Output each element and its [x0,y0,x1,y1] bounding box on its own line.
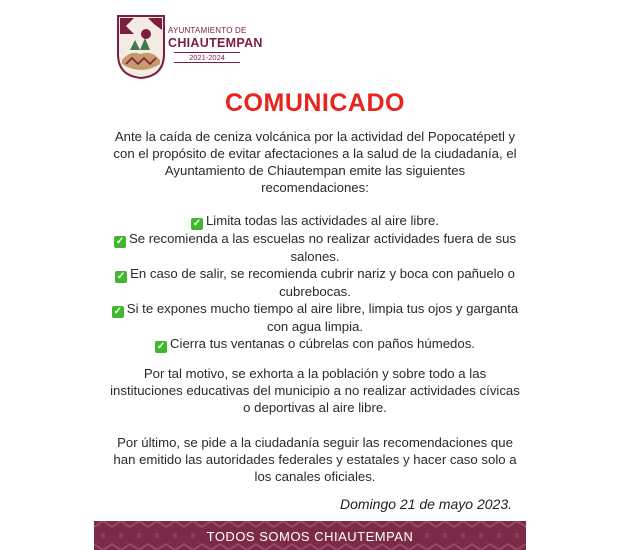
recommendation-text: Limita todas las actividades al aire libre. [205,213,440,228]
recommendation-text: Si te expones mucho tiempo al aire libre, limpia tus ojos y garganta con agua limpia. [126,301,519,334]
logo-line-1: AYUNTAMIENTO DE [168,26,247,35]
footer-banner [94,521,526,550]
check-mark-icon: ✓ [156,341,166,352]
recommendation-item [110,212,520,230]
check-mark-icon: ✓ [115,236,125,247]
recommendation-text: Se recomienda a las escuelas no realizar actividades fuera de sus salones. [128,231,517,264]
recommendation-item [110,230,520,265]
recommendation-item [110,300,520,335]
recommendation-text: Cierra tus ventanas o cúbrelas con paños húmedos. [170,336,475,351]
closing-paragraph: Por último, se pide a la ciudadanía seguir las recomendaciones que han emitido las autoridades federales y estatales y hacer caso solo a los canales oficiales. [113,435,517,484]
recommendation-text: En caso de salir, se recomienda cubrir nariz y boca con pañuelo o cubrebocas. [130,266,515,299]
date-line: Domingo 21 de mayo 2023. [340,496,512,512]
check-mark-icon: ✓ [113,306,122,317]
municipal-logo [116,14,263,80]
check-mark-icon: ✓ [116,271,126,282]
shield-emblem-icon [116,14,166,80]
recommendation-item [110,265,520,300]
exhortation-paragraph: Por tal motivo, se exhorta a la población y sobre todo a las instituciones educativas del municipio a no realizar actividades cívicas o deportivas al aire libre. [110,366,520,415]
logo-text [168,26,263,63]
check-mark-icon: ✓ [192,218,202,229]
recommendations-list [110,212,520,353]
recommendation-item [110,335,520,353]
footer-slogan: TODOS SOMOS CHIAUTEMPAN [206,529,414,544]
logo-line-2: CHIAUTEMPAN [168,36,263,50]
logo-years: 2021-2024 [174,52,240,63]
page-title: COMUNICADO [225,89,405,117]
intro-paragraph: Ante la caída de ceniza volcánica por la actividad del Popocatépetl y con el propósito de evitar afectaciones a la salud de la ciudadanía, el Ayuntamiento de Chiautempan emite las siguientes recomendaciones: [113,129,517,195]
